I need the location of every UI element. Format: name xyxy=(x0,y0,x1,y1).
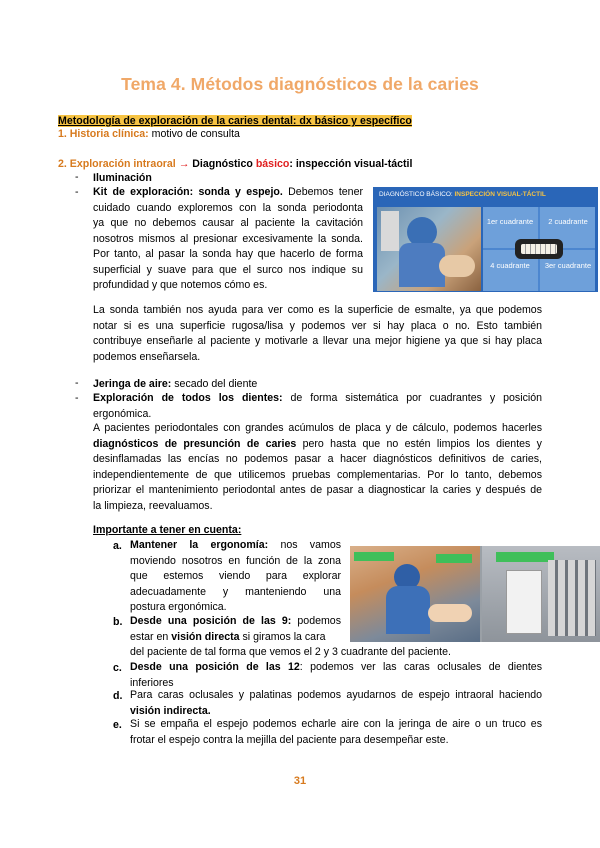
bullet-dash: - xyxy=(75,171,79,183)
item-historia-clinica: 1. Historia clínica: motivo de consulta xyxy=(58,128,240,140)
bullet-jeringa: Jeringa de aire: secado del diente xyxy=(93,378,258,390)
teeth-photo xyxy=(515,239,563,259)
page-title: Tema 4. Métodos diagnósticos de la caries xyxy=(121,74,479,94)
kit-paragraph: Kit de exploración: sonda y espejo. Debemos tener cuidado cuando exploremos con la sonda periodonta ya que no debemos causar al paciente la cavitación nosotros mismos al presionar excesivamente la sonda. Por tanto, al pasar la sonda hay que hacerlo de forma superficial y suave para que el surco nos indique su profundidad y que notemos cómo es. xyxy=(93,186,363,291)
item-exploracion-intraoral: 2. Exploración intraoral → Diagnóstico básico: inspección visual-táctil xyxy=(58,158,413,170)
sonda-paragraph: La sonda también nos ayuda para ver como es la superficie de esmalte, ya que podemos notar si es una superficie rugosa/lisa y podemos ver si hay placa o no. Esto también contribuye enseñarle al paciente y motivarle a llevar una mejor higiene ya que si hay placa podemos enseñarsela. xyxy=(93,304,542,363)
list-item-b-line3: del paciente de tal forma que vemos el 2 y 3 cuadrante del paciente. xyxy=(130,646,451,658)
list-item-b: Desde una posición de las 9: podemos estar en visión directa si giramos la cara xyxy=(130,615,341,643)
list-item-c: Desde una posición de las 12: podemos ver las caras oclusales de dientes inferiores xyxy=(130,661,542,689)
bullet-dash: - xyxy=(75,392,79,404)
list-item-d: Para caras oclusales y palatinas podemos ayudarnos de espejo intraoral haciendo visión indirecta. xyxy=(130,689,542,717)
exploracion-paragraph: Exploración de todos los dientes: de forma sistemática por cuadrantes y posición ergonómica. xyxy=(93,392,542,420)
quadrant-diagram: 1er cuadrante 2 cuadrante 4 cuadrante 3er cuadrante xyxy=(483,207,595,291)
bullet-iluminacion: Iluminación xyxy=(93,172,152,184)
bullet-dash: - xyxy=(75,377,79,389)
dentist-photo xyxy=(377,207,481,291)
bullet-dash: - xyxy=(75,186,79,198)
periodontal-paragraph: A pacientes periodontales con grandes acúmulos de placa y de cálculo, podemos hacerles diagnósticos de presunción de caries pero hasta que no estén limpios los dientes y desinflamadas las encías no podemos pasar a hacer diagnósticos definitivos de caries, independientemente de que utilicemos pruebas complementarias. Por lo tanto, debemos priorizar el mantenimiento periodontal antes de pasar a diagnosticar la caries y después de la limpieza, reevaluamos. xyxy=(93,422,542,512)
list-marker-a: a. xyxy=(113,540,122,552)
list-item-e: Si se empaña el espejo podemos echarle aire con la jeringa de aire o un truco es frotar el espejo contra la mejilla del paciente para desempeñar este. xyxy=(130,718,542,746)
slide-inspeccion-visual-tactil: DIAGNÓSTICO BÁSICO: INSPECCIÓN VISUAL-TÁCTIL 1er cuadrante 2 cuadrante 4 cuadrante 3er cuadrante xyxy=(373,187,598,292)
list-marker-e: e. xyxy=(113,719,122,731)
slide-ergonomia xyxy=(350,546,600,642)
importante-heading: Importante a tener en cuenta: xyxy=(93,524,242,536)
radiograph-photo xyxy=(482,546,600,642)
ergonomia-photo xyxy=(350,546,480,642)
list-item-a: Mantener la ergonomía: nos vamos moviendo nosotros en función de la zona que estemos viendo para explorar adecuadamente y manteniendo una postura ergonómica. xyxy=(130,539,341,613)
list-marker-c: c. xyxy=(113,662,122,674)
list-marker-b: b. xyxy=(113,616,123,628)
list-marker-d: d. xyxy=(113,690,123,702)
page-number: 31 xyxy=(293,775,307,787)
section-heading: Metodología de exploración de la caries dental: dx básico y específico xyxy=(58,115,412,127)
